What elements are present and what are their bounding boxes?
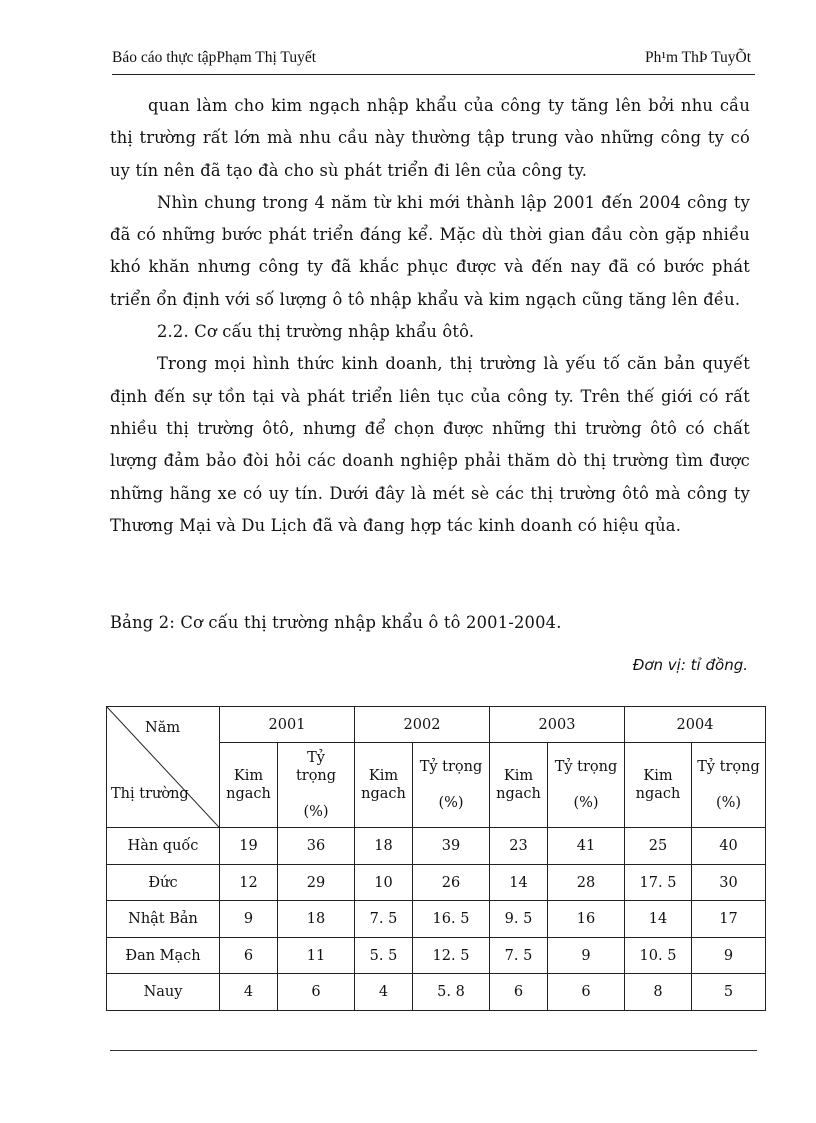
value-cell: 9 [548,937,625,974]
value-cell: 16 [548,901,625,938]
market-name-cell: Đan Mạch [107,937,220,974]
value-cell: 19 [220,828,278,865]
value-cell: 12. 5 [413,937,490,974]
value-cell: 41 [548,828,625,865]
value-cell: 9. 5 [490,901,548,938]
value-cell: 6 [220,937,278,974]
table-caption: Bảng 2: Cơ cấu thị trường nhập khẩu ô tô 2001-2004. [110,613,562,632]
market-name-cell: Nauy [107,974,220,1011]
subheader-ty-trong: Tỷ trọng (%) [278,743,355,828]
footer-divider [110,1050,757,1051]
value-cell: 5. 5 [355,937,413,974]
table-row [107,901,766,938]
value-cell: 39 [413,828,490,865]
unit-note: Đơn vị: tỉ đồng. [632,656,748,674]
value-cell: 5 [692,974,766,1011]
paragraph-1: quan làm cho kim ngạch nhập khẩu của công ty tăng lên bởi nhu cầu thị trường rất lớn mà nhu cầu này thường tập trung vào những công ty có uy tín nên đã tạo đà cho sù phát triển đi lên của công ty. [110,96,750,180]
corner-market-label: Thị trường [111,786,189,802]
value-cell: 6 [548,974,625,1011]
value-cell: 17. 5 [625,864,692,901]
value-cell: 40 [692,828,766,865]
value-cell: 36 [278,828,355,865]
subheader-kim-ngach: Kim ngach [625,743,692,828]
table-corner-cell [107,707,220,828]
subheader-kim-ngach: Kim ngach [490,743,548,828]
table-row [107,864,766,901]
market-name-cell: Đức [107,864,220,901]
value-cell: 6 [278,974,355,1011]
value-cell: 6 [490,974,548,1011]
paragraph-2: Nhìn chung trong 4 năm từ khi mới thành lập 2001 đến 2004 công ty đã có những bước phát triển đáng kể. Mặc dù thời gian đầu còn gặp nhiều khó khăn nhưng công ty đã khắc phục được và đến nay đã có bước phát triển ổn định với số lượng ô tô nhập khẩu và kim ngạch cũng tăng lên đều. [110,192,750,309]
year-header-2001: 2001 [220,707,355,743]
value-cell: 17 [692,901,766,938]
market-structure-table [106,706,766,1011]
value-cell: 10 [355,864,413,901]
market-name-cell: Hàn quốc [107,828,220,865]
subheader-ty-trong: Tỷ trọng (%) [413,743,490,828]
year-header-2003: 2003 [490,707,625,743]
value-cell: 14 [625,901,692,938]
corner-year-label: Năm [145,720,181,736]
value-cell: 11 [278,937,355,974]
value-cell: 10. 5 [625,937,692,974]
value-cell: 18 [278,901,355,938]
value-cell: 16. 5 [413,901,490,938]
value-cell: 7. 5 [355,901,413,938]
table-body [107,828,766,1011]
year-header-2004: 2004 [625,707,766,743]
section-heading: 2.2. Cơ cấu thị trường nhập khẩu ôtô. [157,322,475,342]
value-cell: 30 [692,864,766,901]
value-cell: 9 [220,901,278,938]
header-left-title: Báo cáo thực tậpPhạm Thị Tuyết [112,49,317,66]
value-cell: 12 [220,864,278,901]
value-cell: 9 [692,937,766,974]
value-cell: 25 [625,828,692,865]
value-cell: 4 [220,974,278,1011]
subheader-ty-trong: Tỷ trọng (%) [548,743,625,828]
market-name-cell: Nhật Bản [107,901,220,938]
value-cell: 26 [413,864,490,901]
paragraph-3: Trong mọi hình thức kinh doanh, thị trường là yếu tố căn bản quyết định đến sự tồn tại và phát triển liên tục của công ty. Trên thế giới có rất nhiều thị trường ôtô, nhưng để chọn được những thi trường ôtô có chất lượng đảm bảo đòi hỏi các doanh nghiệp phải thăm dò thị trường tìm được những hãng xe có uy tín. Dưới đây là mét sè các thị trường ôtô mà công ty Thương Mại và Du Lịch đã và đang hợp tác kinh doanh có hiệu qủa. [110,354,750,535]
header-right-author: Ph¹m ThÞ TuyÕt [644,49,751,66]
value-cell: 28 [548,864,625,901]
table-row [107,974,766,1011]
subheader-kim-ngach: Kim ngach [220,743,278,828]
value-cell: 23 [490,828,548,865]
table-row [107,828,766,865]
value-cell: 5. 8 [413,974,490,1011]
value-cell: 7. 5 [490,937,548,974]
value-cell: 8 [625,974,692,1011]
table-row [107,937,766,974]
value-cell: 18 [355,828,413,865]
document-body [110,90,750,632]
year-header-2002: 2002 [355,707,490,743]
value-cell: 14 [490,864,548,901]
value-cell: 4 [355,974,413,1011]
subheader-kim-ngach: Kim ngach [355,743,413,828]
value-cell: 29 [278,864,355,901]
page-header [112,44,755,75]
subheader-ty-trong: Tỷ trọng (%) [692,743,766,828]
